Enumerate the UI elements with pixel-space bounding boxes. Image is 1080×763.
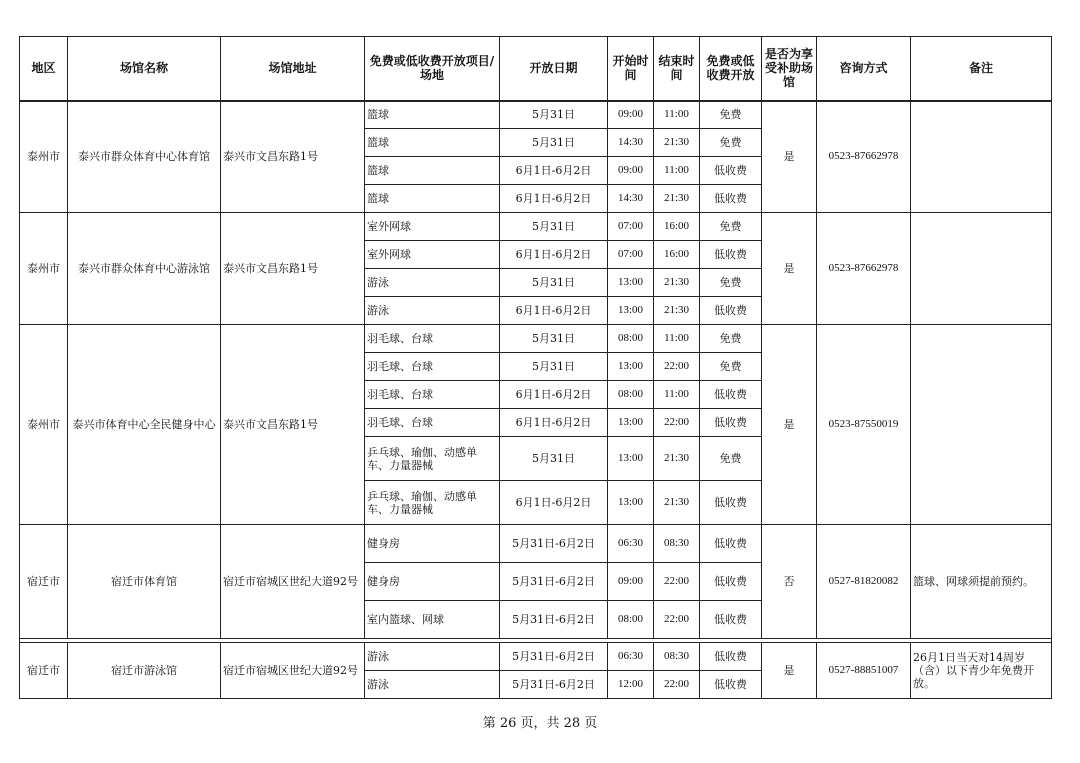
cell-contact: 0523-87550019 xyxy=(817,325,911,525)
cell-item: 羽毛球、台球 xyxy=(365,409,500,437)
cell-contact: 0527-88851007 xyxy=(817,643,911,699)
cell-fee: 低收费 xyxy=(700,643,762,671)
cell-start: 06:30 xyxy=(608,525,654,563)
cell-fee: 低收费 xyxy=(700,241,762,269)
cell-item: 健身房 xyxy=(365,563,500,601)
cell-venue-name: 泰兴市体育中心全民健身中心 xyxy=(68,325,221,525)
cell-start: 09:00 xyxy=(608,101,654,129)
table-row xyxy=(20,101,1052,129)
header-date: 开放日期 xyxy=(500,37,608,101)
page-footer: 第 26 页，共 28 页 xyxy=(482,716,598,731)
cell-item: 羽毛球、台球 xyxy=(365,381,500,409)
cell-date: 5月31日-6月2日 xyxy=(500,671,608,699)
cell-remark: 26月1日当天对14周岁（含）以下青少年免费开放。 xyxy=(911,643,1052,699)
cell-item: 室外网球 xyxy=(365,241,500,269)
cell-region: 泰州市 xyxy=(20,213,68,325)
cell-end: 11:00 xyxy=(654,157,700,185)
cell-venue-address: 泰兴市文昌东路1号 xyxy=(221,213,365,325)
cell-fee: 免费 xyxy=(700,325,762,353)
cell-start: 09:00 xyxy=(608,563,654,601)
cell-end: 11:00 xyxy=(654,381,700,409)
cell-fee: 低收费 xyxy=(700,157,762,185)
cell-start: 06:30 xyxy=(608,643,654,671)
cell-fee: 低收费 xyxy=(700,525,762,563)
cell-item: 羽毛球、台球 xyxy=(365,325,500,353)
header-venue-address: 场馆地址 xyxy=(221,37,365,101)
header-start: 开始时间 xyxy=(608,37,654,101)
cell-fee: 低收费 xyxy=(700,297,762,325)
cell-date: 6月1日-6月2日 xyxy=(500,241,608,269)
cell-date: 5月31日 xyxy=(500,129,608,157)
cell-item: 游泳 xyxy=(365,297,500,325)
cell-subsidized: 是 xyxy=(762,325,817,525)
cell-fee: 免费 xyxy=(700,437,762,481)
cell-end: 22:00 xyxy=(654,601,700,639)
cell-item: 乒乓球、瑜伽、动感单车、力量器械 xyxy=(365,437,500,481)
cell-start: 13:00 xyxy=(608,269,654,297)
cell-item: 篮球 xyxy=(365,101,500,129)
cell-start: 07:00 xyxy=(608,213,654,241)
cell-end: 21:30 xyxy=(654,185,700,213)
cell-end: 22:00 xyxy=(654,563,700,601)
cell-date: 6月1日-6月2日 xyxy=(500,297,608,325)
cell-contact: 0527-81820082 xyxy=(817,525,911,639)
cell-subsidized: 是 xyxy=(762,213,817,325)
cell-subsidized: 是 xyxy=(762,101,817,213)
cell-remark: 篮球、网球须提前预约。 xyxy=(911,525,1052,639)
cell-venue-address: 泰兴市文昌东路1号 xyxy=(221,101,365,213)
cell-start: 14:30 xyxy=(608,185,654,213)
cell-end: 22:00 xyxy=(654,671,700,699)
cell-start: 13:00 xyxy=(608,409,654,437)
cell-start: 13:00 xyxy=(608,353,654,381)
header-contact: 咨询方式 xyxy=(817,37,911,101)
cell-item: 室内篮球、网球 xyxy=(365,601,500,639)
cell-start: 13:00 xyxy=(608,481,654,525)
cell-fee: 免费 xyxy=(700,129,762,157)
cell-venue-name: 泰兴市群众体育中心游泳馆 xyxy=(68,213,221,325)
cell-date: 6月1日-6月2日 xyxy=(500,409,608,437)
cell-region: 宿迁市 xyxy=(20,525,68,639)
cell-fee: 低收费 xyxy=(700,185,762,213)
cell-end: 16:00 xyxy=(654,213,700,241)
cell-date: 6月1日-6月2日 xyxy=(500,157,608,185)
cell-date: 5月31日 xyxy=(500,213,608,241)
cell-date: 5月31日-6月2日 xyxy=(500,601,608,639)
cell-date: 5月31日 xyxy=(500,269,608,297)
cell-start: 12:00 xyxy=(608,671,654,699)
cell-venue-name: 宿迁市体育馆 xyxy=(68,525,221,639)
cell-fee: 免费 xyxy=(700,269,762,297)
cell-date: 5月31日-6月2日 xyxy=(500,525,608,563)
cell-date: 5月31日 xyxy=(500,353,608,381)
cell-end: 21:30 xyxy=(654,297,700,325)
cell-date: 5月31日-6月2日 xyxy=(500,563,608,601)
cell-start: 08:00 xyxy=(608,325,654,353)
cell-fee: 免费 xyxy=(700,353,762,381)
cell-date: 6月1日-6月2日 xyxy=(500,381,608,409)
table-row xyxy=(20,525,1052,563)
table-header xyxy=(20,37,1052,101)
cell-fee: 免费 xyxy=(700,101,762,129)
cell-item: 篮球 xyxy=(365,157,500,185)
cell-item: 健身房 xyxy=(365,525,500,563)
header-fee-type: 免费或低收费开放 xyxy=(700,37,762,101)
cell-start: 08:00 xyxy=(608,601,654,639)
cell-remark xyxy=(911,213,1052,325)
cell-date: 5月31日 xyxy=(500,325,608,353)
header-venue-name: 场馆名称 xyxy=(68,37,221,101)
cell-fee: 低收费 xyxy=(700,481,762,525)
cell-region: 宿迁市 xyxy=(20,643,68,699)
cell-contact: 0523-87662978 xyxy=(817,101,911,213)
table-row xyxy=(20,213,1052,241)
cell-end: 08:30 xyxy=(654,643,700,671)
cell-item: 游泳 xyxy=(365,269,500,297)
cell-fee: 低收费 xyxy=(700,381,762,409)
cell-region: 泰州市 xyxy=(20,325,68,525)
cell-end: 22:00 xyxy=(654,409,700,437)
cell-end: 11:00 xyxy=(654,101,700,129)
header-items: 免费或低收费开放项目/场地 xyxy=(365,37,500,101)
cell-start: 07:00 xyxy=(608,241,654,269)
cell-end: 21:30 xyxy=(654,481,700,525)
cell-date: 5月31日-6月2日 xyxy=(500,643,608,671)
cell-end: 21:30 xyxy=(654,437,700,481)
cell-item: 篮球 xyxy=(365,185,500,213)
cell-venue-name: 泰兴市群众体育中心体育馆 xyxy=(68,101,221,213)
cell-end: 21:30 xyxy=(654,269,700,297)
cell-venue-address: 宿迁市宿城区世纪大道92号 xyxy=(221,525,365,639)
cell-subsidized: 否 xyxy=(762,525,817,639)
table-row xyxy=(20,643,1052,671)
cell-item: 游泳 xyxy=(365,671,500,699)
cell-date: 6月1日-6月2日 xyxy=(500,481,608,525)
cell-venue-address: 宿迁市宿城区世纪大道92号 xyxy=(221,643,365,699)
cell-end: 22:00 xyxy=(654,353,700,381)
cell-region: 泰州市 xyxy=(20,101,68,213)
cell-start: 09:00 xyxy=(608,157,654,185)
cell-item: 室外网球 xyxy=(365,213,500,241)
cell-remark xyxy=(911,325,1052,525)
cell-end: 11:00 xyxy=(654,325,700,353)
cell-fee: 低收费 xyxy=(700,563,762,601)
cell-date: 6月1日-6月2日 xyxy=(500,185,608,213)
header-end: 结束时间 xyxy=(654,37,700,101)
cell-item: 篮球 xyxy=(365,129,500,157)
cell-fee: 免费 xyxy=(700,213,762,241)
venue-schedule-table xyxy=(19,36,1052,699)
cell-venue-address: 泰兴市文昌东路1号 xyxy=(221,325,365,525)
cell-venue-name: 宿迁市游泳馆 xyxy=(68,643,221,699)
cell-item: 羽毛球、台球 xyxy=(365,353,500,381)
cell-subsidized: 是 xyxy=(762,643,817,699)
cell-end: 21:30 xyxy=(654,129,700,157)
cell-start: 14:30 xyxy=(608,129,654,157)
cell-fee: 低收费 xyxy=(700,601,762,639)
cell-date: 5月31日 xyxy=(500,101,608,129)
cell-item: 乒乓球、瑜伽、动感单车、力量器械 xyxy=(365,481,500,525)
cell-end: 16:00 xyxy=(654,241,700,269)
cell-fee: 低收费 xyxy=(700,671,762,699)
cell-fee: 低收费 xyxy=(700,409,762,437)
cell-start: 13:00 xyxy=(608,437,654,481)
cell-end: 08:30 xyxy=(654,525,700,563)
header-subsidized: 是否为享受补助场馆 xyxy=(762,37,817,101)
cell-start: 13:00 xyxy=(608,297,654,325)
cell-date: 5月31日 xyxy=(500,437,608,481)
cell-remark xyxy=(911,101,1052,213)
table-row xyxy=(20,325,1052,353)
cell-start: 08:00 xyxy=(608,381,654,409)
header-remarks: 备注 xyxy=(911,37,1052,101)
cell-item: 游泳 xyxy=(365,643,500,671)
header-region: 地区 xyxy=(20,37,68,101)
cell-contact: 0523-87662978 xyxy=(817,213,911,325)
